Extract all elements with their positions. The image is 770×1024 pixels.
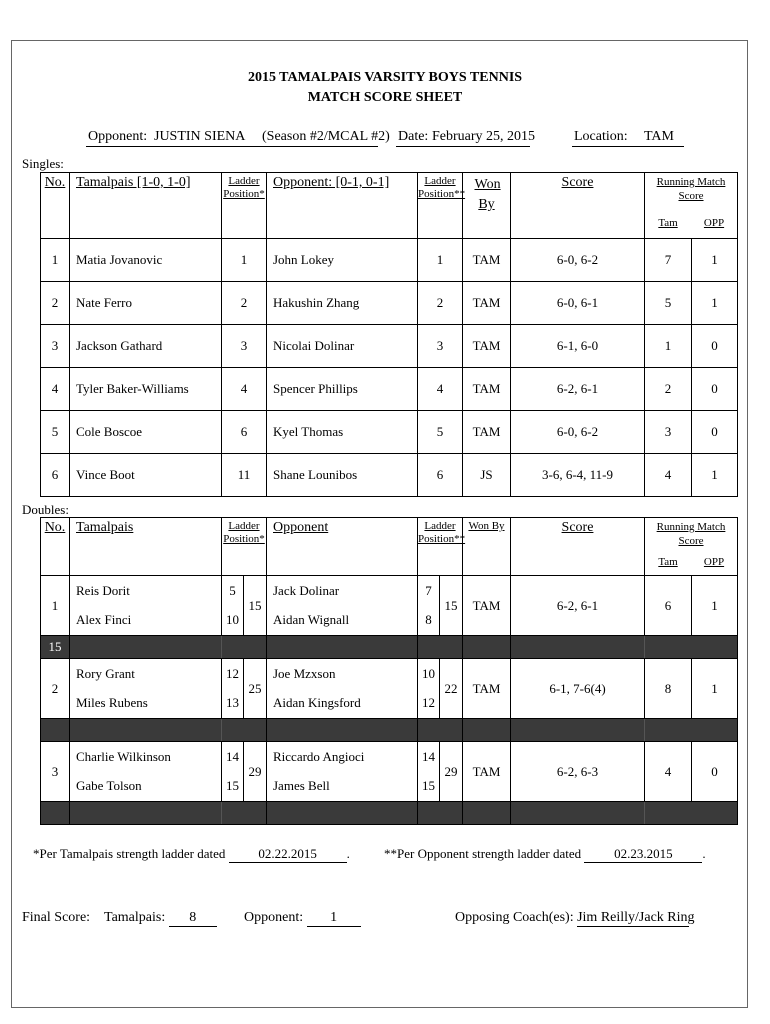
header-tam: Tam (658, 556, 678, 568)
row-number: 1 (41, 239, 70, 282)
opponent-player: Kyel Thomas (267, 411, 418, 454)
opponent-player: Nicolai Dolinar (267, 325, 418, 368)
tam-player: Cole Boscoe (70, 411, 222, 454)
won-by: TAM (463, 325, 511, 368)
doubles-header-row (41, 518, 738, 576)
tam-player: Tyler Baker-Williams (70, 368, 222, 411)
opponent-player-1: Riccardo Angioci (267, 742, 418, 772)
match-score: 6-0, 6-1 (511, 282, 645, 325)
header-opp-ladder: Ladder Position** (418, 520, 466, 545)
tam-player-1: Rory Grant (70, 659, 222, 689)
opponent-player: John Lokey (267, 239, 418, 282)
location-underline (572, 146, 684, 147)
singles-row (41, 282, 738, 325)
opp-ladder-total: 15 (440, 576, 463, 636)
final-tam-block (104, 910, 217, 927)
tam-ladder: 1 (222, 239, 267, 282)
opp-ladder-footnote (384, 846, 706, 863)
tam-player: Matia Jovanovic (70, 239, 222, 282)
opp-ladder: 6 (418, 454, 463, 497)
tam-ladder-1: 12 (222, 659, 244, 689)
opponent-underline (86, 146, 378, 147)
tam-player-1: Reis Dorit (70, 576, 222, 606)
running-tam: 1 (645, 325, 692, 368)
running-opp: 1 (692, 239, 738, 282)
header-no: No. (44, 520, 66, 535)
divider-cell: 15 (41, 636, 70, 659)
row-number: 6 (41, 454, 70, 497)
doubles-divider-row (41, 636, 738, 659)
opponent-label: Opponent: (88, 129, 148, 144)
row-number: 3 (41, 325, 70, 368)
doubles-divider-row (41, 802, 738, 825)
header-opponent: Opponent: [0-1, 0-1] (273, 175, 390, 190)
page-subtitle: MATCH SCORE SHEET (307, 90, 463, 105)
opp-ladder-date: 02.23.2015 (584, 846, 702, 863)
header-opponent: Opponent (273, 520, 329, 535)
opponent-player-2: Aidan Wignall (267, 606, 418, 636)
singles-row (41, 411, 738, 454)
date-underline (396, 146, 530, 147)
tam-player: Vince Boot (70, 454, 222, 497)
header-opp: OPP (703, 556, 725, 568)
header-opp: OPP (703, 217, 725, 229)
match-score: 6-2, 6-1 (511, 368, 645, 411)
opp-ladder-1: 10 (418, 659, 440, 689)
opp-ladder: 1 (418, 239, 463, 282)
tam-ladder-label: *Per Tamalpais strength ladder dated (33, 846, 226, 861)
location-label: Location: (574, 129, 628, 144)
tam-ladder-total: 25 (244, 659, 267, 719)
page-title: 2015 TAMALPAIS VARSITY BOYS TENNIS (247, 70, 523, 85)
tam-ladder-total: 29 (244, 742, 267, 802)
opp-ladder-label: **Per Opponent strength ladder dated (384, 846, 582, 861)
running-tam: 3 (645, 411, 692, 454)
tam-ladder: 11 (222, 454, 267, 497)
match-score: 6-1, 6-0 (511, 325, 645, 368)
header-ladder: Ladder Position* (223, 175, 265, 200)
singles-header-row (41, 173, 738, 239)
row-number: 2 (41, 282, 70, 325)
header-team: Tamalpais (76, 520, 134, 535)
row-number: 3 (41, 742, 70, 802)
opp-ladder-2: 12 (418, 689, 440, 719)
row-number: 1 (41, 576, 70, 636)
header-score: Score (561, 175, 594, 190)
doubles-row (41, 659, 738, 689)
final-score-label: Final Score: (22, 910, 91, 925)
running-opp: 1 (692, 282, 738, 325)
doubles-row (41, 576, 738, 606)
won-by: TAM (463, 659, 511, 719)
tam-player: Nate Ferro (70, 282, 222, 325)
running-opp: 1 (692, 659, 738, 719)
tam-player-2: Gabe Tolson (70, 772, 222, 802)
singles-table (40, 172, 738, 497)
opp-ladder-2: 8 (418, 606, 440, 636)
opponent-player-2: Aidan Kingsford (267, 689, 418, 719)
running-opp: 0 (692, 742, 738, 802)
doubles-divider-row (41, 719, 738, 742)
running-tam: 4 (645, 742, 692, 802)
match-score: 6-2, 6-3 (511, 742, 645, 802)
tam-player-2: Alex Finci (70, 606, 222, 636)
opp-ladder: 4 (418, 368, 463, 411)
tam-ladder-2: 15 (222, 772, 244, 802)
match-score: 3-6, 6-4, 11-9 (511, 454, 645, 497)
running-tam: 4 (645, 454, 692, 497)
opponent-player: Shane Lounibos (267, 454, 418, 497)
running-tam: 8 (645, 659, 692, 719)
singles-row (41, 325, 738, 368)
location-value: TAM (644, 129, 674, 144)
tam-player-2: Miles Rubens (70, 689, 222, 719)
opponent-player: Hakushin Zhang (267, 282, 418, 325)
tam-ladder-2: 10 (222, 606, 244, 636)
tam-ladder: 2 (222, 282, 267, 325)
tam-player-1: Charlie Wilkinson (70, 742, 222, 772)
coach-label: Opposing Coach(es): (455, 910, 574, 925)
match-score: 6-0, 6-2 (511, 239, 645, 282)
tam-ladder-1: 14 (222, 742, 244, 772)
running-tam: 2 (645, 368, 692, 411)
running-tam: 6 (645, 576, 692, 636)
opp-ladder: 2 (418, 282, 463, 325)
won-by: TAM (463, 282, 511, 325)
singles-row (41, 454, 738, 497)
opponent-player-2: James Bell (267, 772, 418, 802)
singles-row (41, 368, 738, 411)
row-number: 2 (41, 659, 70, 719)
row-number: 5 (41, 411, 70, 454)
divider-cell (41, 802, 70, 825)
running-opp: 1 (692, 576, 738, 636)
final-opp-block (244, 910, 361, 927)
tam-ladder-total: 15 (244, 576, 267, 636)
header-score: Score (561, 520, 594, 535)
date-label: Date: (398, 129, 429, 144)
singles-section-label: Singles: (22, 156, 64, 171)
header-team: Tamalpais [1-0, 1-0] (76, 175, 191, 190)
match-score: 6-1, 7-6(4) (511, 659, 645, 719)
tam-ladder: 6 (222, 411, 267, 454)
header-opp-ladder: Ladder Position** (418, 175, 466, 200)
header-running: Running Match Score (656, 521, 726, 547)
opp-ladder-1: 14 (418, 742, 440, 772)
opp-ladder-1: 7 (418, 576, 440, 606)
running-tam: 7 (645, 239, 692, 282)
match-score: 6-2, 6-1 (511, 576, 645, 636)
doubles-row (41, 742, 738, 772)
period: . (346, 846, 350, 861)
header-no: No. (44, 175, 66, 190)
header-won-by: Won By (474, 177, 501, 212)
opposing-coach-block (455, 910, 695, 927)
doubles-table (40, 517, 738, 825)
opponent-name: JUSTIN SIENA (154, 129, 246, 144)
final-opp-score: 1 (307, 910, 361, 927)
header-ladder: Ladder Position* (223, 520, 265, 545)
tam-ladder: 4 (222, 368, 267, 411)
match-score: 6-0, 6-2 (511, 411, 645, 454)
tam-ladder: 3 (222, 325, 267, 368)
final-tam-label: Tamalpais: (104, 910, 166, 925)
won-by: TAM (463, 368, 511, 411)
opp-ladder-2: 15 (418, 772, 440, 802)
won-by: TAM (463, 411, 511, 454)
header-won-by: Won By (468, 520, 505, 532)
running-opp: 1 (692, 454, 738, 497)
opp-ladder: 5 (418, 411, 463, 454)
won-by: JS (463, 454, 511, 497)
opp-ladder: 3 (418, 325, 463, 368)
row-number: 4 (41, 368, 70, 411)
running-tam: 5 (645, 282, 692, 325)
doubles-section-label: Doubles: (22, 502, 69, 517)
date-value: February 25, 2015 (432, 129, 536, 144)
tam-player: Jackson Gathard (70, 325, 222, 368)
opp-ladder-total: 22 (440, 659, 463, 719)
running-opp: 0 (692, 368, 738, 411)
final-opp-label: Opponent: (244, 910, 304, 925)
opponent-player-1: Joe Mzxson (267, 659, 418, 689)
running-opp: 0 (692, 411, 738, 454)
tam-ladder-2: 13 (222, 689, 244, 719)
opp-ladder-total: 29 (440, 742, 463, 802)
won-by: TAM (463, 576, 511, 636)
running-opp: 0 (692, 325, 738, 368)
coach-names: Jim Reilly/Jack Ring (577, 910, 695, 925)
period: . (702, 846, 706, 861)
divider-cell (41, 719, 70, 742)
opponent-player: Spencer Phillips (267, 368, 418, 411)
season-info: (Season #2/MCAL #2) (262, 129, 390, 144)
won-by: TAM (463, 742, 511, 802)
header-running: Running Match Score (656, 176, 726, 202)
opponent-player-1: Jack Dolinar (267, 576, 418, 606)
tam-ladder-date: 02.22.2015 (229, 846, 347, 863)
header-tam: Tam (658, 217, 678, 229)
won-by: TAM (463, 239, 511, 282)
singles-row (41, 239, 738, 282)
tam-ladder-footnote (33, 846, 350, 863)
final-tam-score: 8 (169, 910, 217, 927)
tam-ladder-1: 5 (222, 576, 244, 606)
